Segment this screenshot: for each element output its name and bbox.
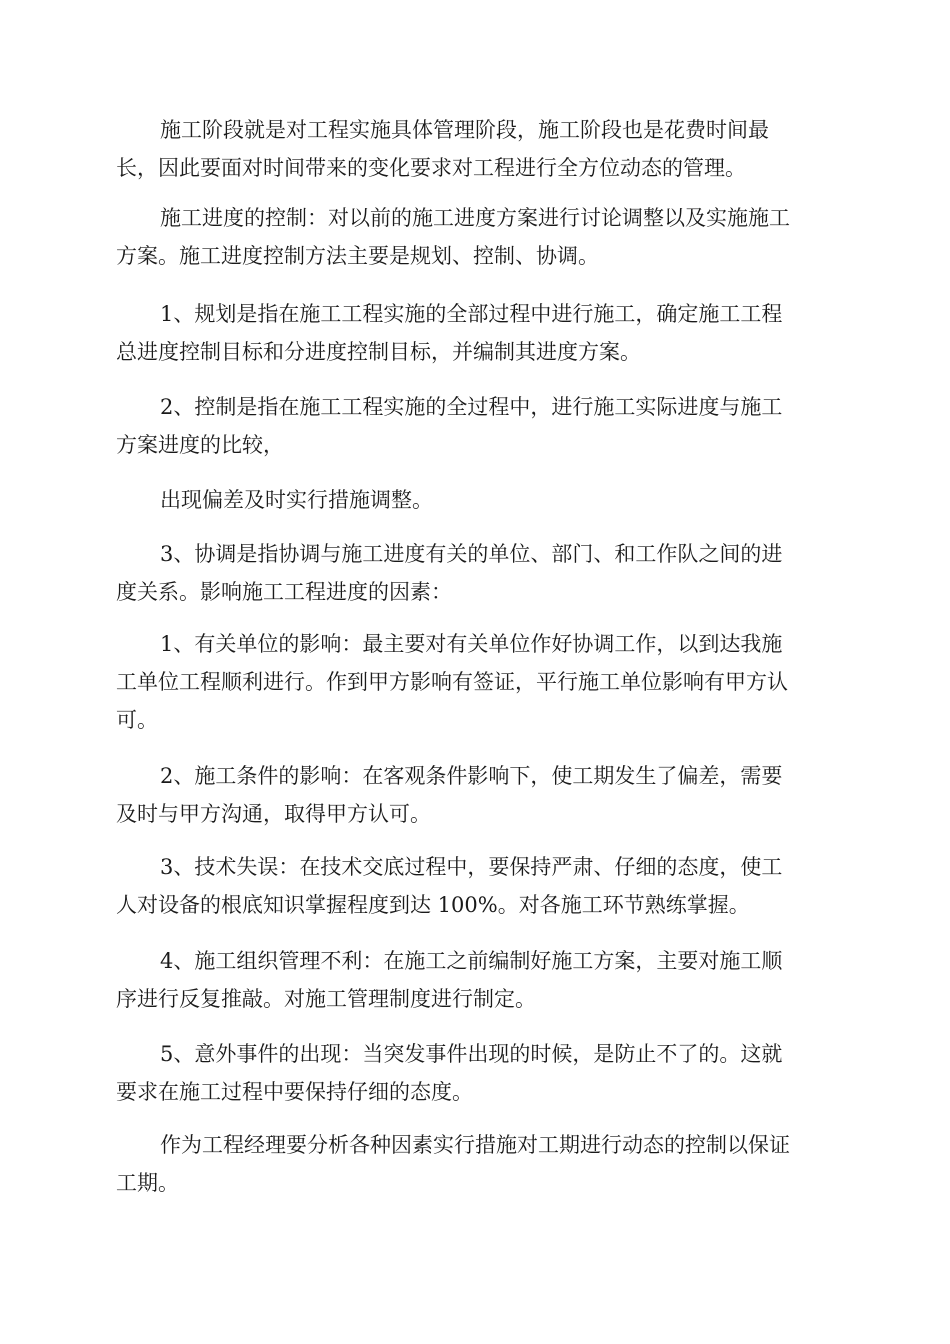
paragraph-construction-stage (116, 111, 838, 187)
text-line: 2、施工条件的影响：在客观条件影响下，使工期发生了偏差，需要 (160, 764, 783, 788)
paragraph-planning (116, 295, 838, 371)
text-line: 1、规划是指在施工工程实施的全部过程中进行施工，确定施工工程 (160, 302, 783, 326)
paragraph-technical-errors (116, 848, 838, 924)
text-line: 2、控制是指在施工工程实施的全过程中，进行施工实际进度与施工 (160, 395, 783, 419)
paragraph-control (116, 388, 838, 464)
text-line: 5、意外事件的出现：当突发事件出现的时候，是防止不了的。这就 (160, 1042, 783, 1066)
text-line: 方案进度的比较， (116, 433, 284, 457)
paragraph-related-units (116, 625, 838, 739)
text-line: 1、有关单位的影响：最主要对有关单位作好协调工作，以到达我施 (160, 632, 783, 656)
text-line: 工期。 (116, 1171, 179, 1195)
text-line: 人对设备的根底知识掌握程度到达 100%。对各施工环节熟练掌握。 (116, 893, 750, 917)
text-line: 3、技术失误：在技术交底过程中，要保持严肃、仔细的态度，使工 (160, 855, 783, 879)
paragraph-conclusion (116, 1126, 838, 1202)
text-line: 3、协调是指协调与施工进度有关的单位、部门、和工作队之间的进 (160, 542, 783, 566)
text-line: 施工阶段就是对工程实施具体管理阶段，施工阶段也是花费时间最 (160, 118, 769, 142)
paragraph-deviation-adjust (116, 481, 838, 519)
paragraph-accidents (116, 1035, 838, 1111)
text-line: 4、施工组织管理不利：在施工之前编制好施工方案，主要对施工顺 (160, 949, 783, 973)
text-line: 长，因此要面对时间带来的变化要求对工程进行全方位动态的管理。 (116, 156, 746, 180)
text-line: 作为工程经理要分析各种因素实行措施对工期进行动态的控制以保证 (160, 1133, 790, 1157)
text-line: 出现偏差及时实行措施调整。 (160, 488, 433, 512)
paragraph-management (116, 942, 838, 1018)
text-line: 总进度控制目标和分进度控制目标，并编制其进度方案。 (116, 340, 641, 364)
text-line: 施工进度的控制：对以前的施工进度方案进行讨论调整以及实施施工 (160, 206, 790, 230)
text-line: 要求在施工过程中要保持仔细的态度。 (116, 1080, 473, 1104)
paragraph-coordination (116, 535, 838, 611)
text-line: 序进行反复推敲。对施工管理制度进行制定。 (116, 987, 536, 1011)
text-line: 可。 (116, 708, 158, 732)
text-line: 及时与甲方沟通，取得甲方认可。 (116, 802, 431, 826)
paragraph-construction-conditions (116, 757, 838, 833)
paragraph-schedule-control (116, 199, 838, 275)
text-line: 方案。施工进度控制方法主要是规划、控制、协调。 (116, 244, 599, 268)
text-line: 度关系。影响施工工程进度的因素： (116, 580, 452, 604)
text-line: 工单位工程顺利进行。作到甲方影响有签证，平行施工单位影响有甲方认 (116, 670, 788, 694)
